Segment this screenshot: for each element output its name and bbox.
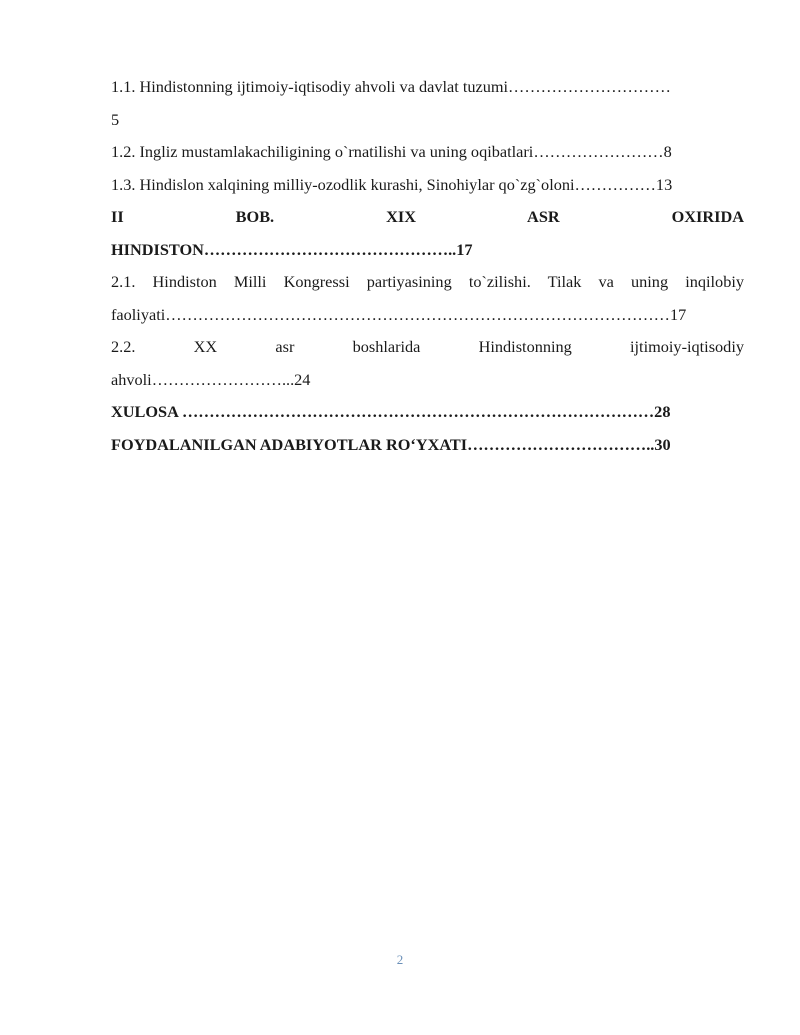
toc-chapter-2-heading-cont: HINDISTON………………………………………..17	[111, 239, 473, 259]
toc-entry-1-2: 1.2. Ingliz mustamlakachiligining o`rnatilishi va uning oqibatlari……………………8	[111, 142, 672, 161]
toc-entry-1-3: 1.3. Hindislon xalqining milliy-ozodlik kurashi, Sinohiylar qo`zg`oloni……………13	[111, 174, 673, 194]
toc-entry-1-1-page: 5	[111, 109, 120, 129]
toc-entry-2-2: 2.2. XX asr boshlarida Hindistonning ijtimoiy-iqtisodiy	[111, 337, 744, 356]
toc-entry-1-1: 1.1. Hindistonning ijtimoiy-iqtisodiy ahvoli va davlat tuzumi…………………………	[111, 77, 671, 96]
toc-entry-2-2-cont: ahvoli……………………...24	[111, 369, 311, 389]
toc-references: FOYDALANILGAN ADABIYOTLAR RO‘YXATI……………………………..30	[111, 434, 671, 454]
toc-chapter-2-heading: II BOB. XIX ASR OXIRIDA	[111, 207, 744, 226]
table-of-contents	[111, 71, 744, 461]
toc-entry-2-1-cont: faoliyati…………………………………………………………………………………17	[111, 304, 687, 324]
toc-entry-2-1: 2.1. Hindiston Milli Kongressi partiyasining to`zilishi. Tilak va uning inqilobiy	[111, 272, 744, 291]
page-number: 2	[396, 952, 404, 967]
toc-conclusion: XULOSA ……………………………………………………………………………28	[111, 402, 671, 421]
